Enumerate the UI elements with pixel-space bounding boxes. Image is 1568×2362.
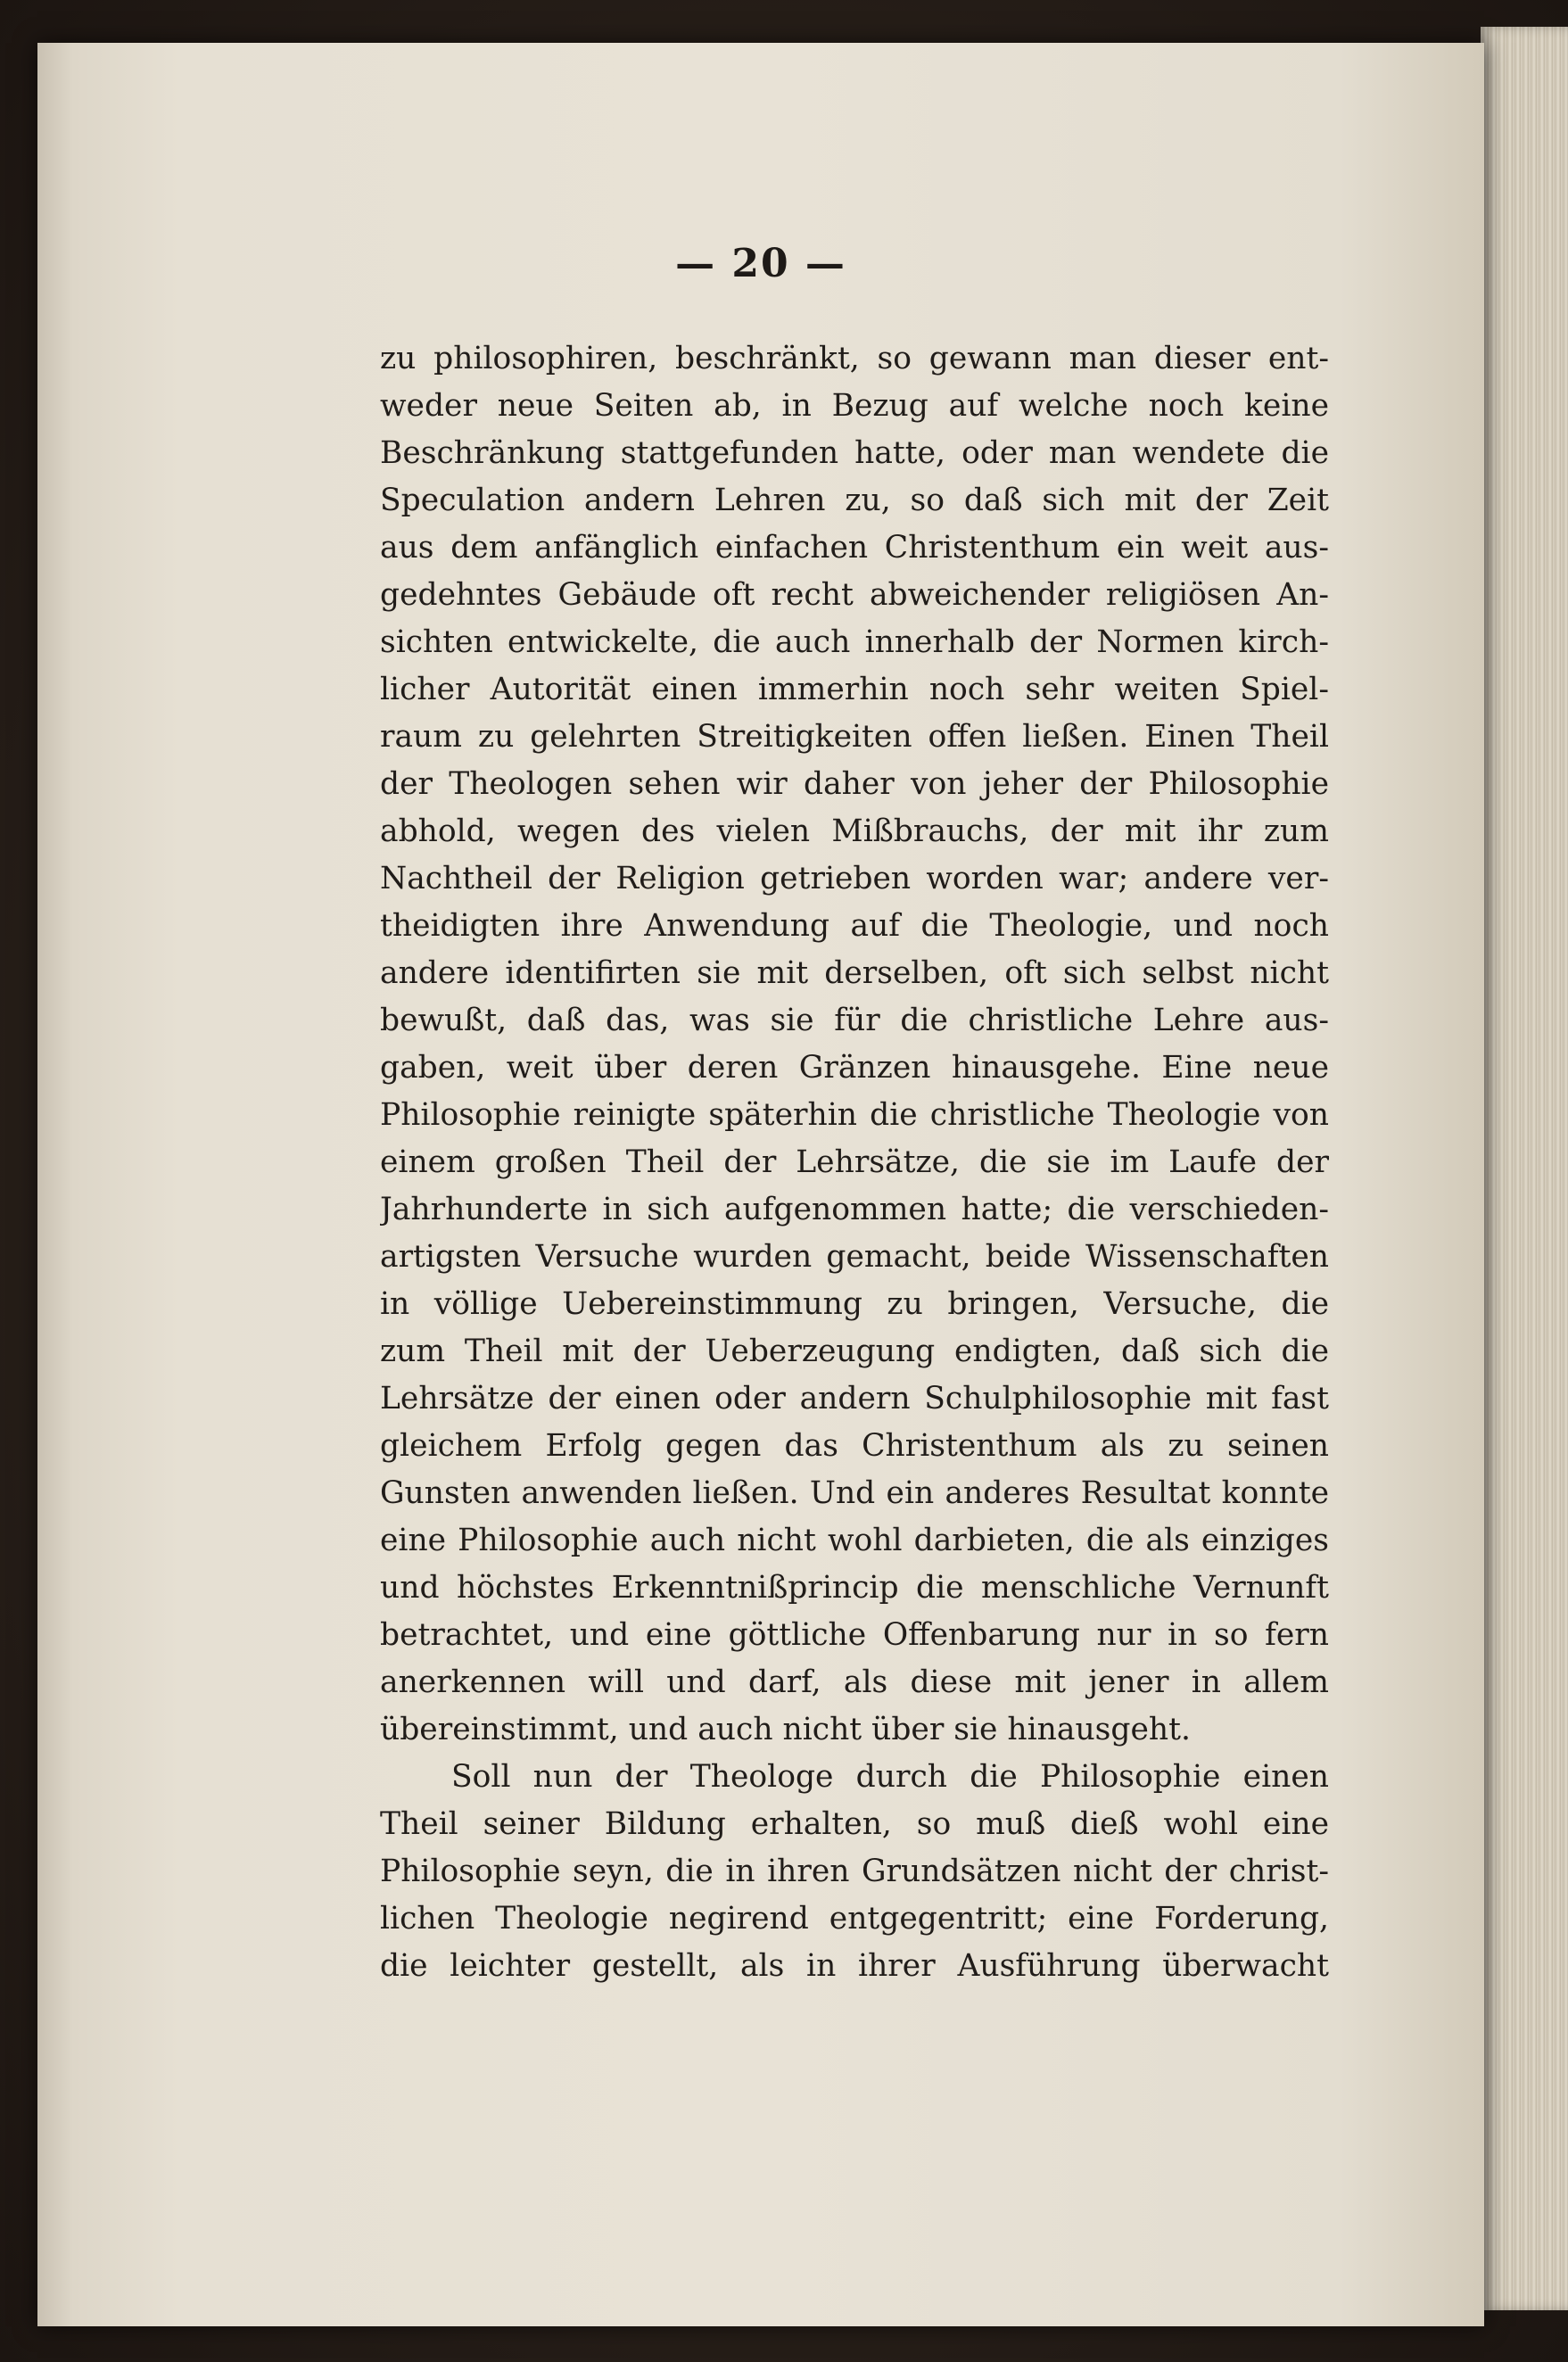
text-line: und höchstes Erkenntnißprincip die menschliche Vernunft (380, 1570, 1329, 1606)
text-line: raum zu gelehrten Streitigkeiten offen ließen. Einen Theil (380, 719, 1329, 755)
text-line: zu philosophiren, beschränkt, so gewann man dieser ent- (380, 341, 1329, 376)
text-line: Speculation andern Lehren zu, so daß sich mit der Zeit (380, 483, 1329, 518)
text-line: aus dem anfänglich einfachen Christenthum ein weit aus- (380, 530, 1329, 566)
text-line: betrachtet, und eine göttliche Offenbarung nur in so fern (380, 1617, 1329, 1653)
text-line: licher Autorität einen immerhin noch sehr weiten Spiel- (380, 672, 1329, 707)
text-line: gaben, weit über deren Gränzen hinausgehe. Eine neue (380, 1050, 1329, 1086)
text-line: der Theologen sehen wir daher von jeher der Philosophie (380, 766, 1329, 802)
text-line: Theil seiner Bildung erhalten, so muß dieß wohl eine (380, 1806, 1329, 1842)
text-line: einem großen Theil der Lehrsätze, die sie im Laufe der (380, 1144, 1329, 1180)
next-pages-edge (1481, 27, 1568, 2310)
text-line: sichten entwickelte, die auch innerhalb der Normen kirch- (380, 624, 1329, 660)
text-line: theidigten ihre Anwendung auf die Theologie, und noch (380, 908, 1329, 944)
text-line: weder neue Seiten ab, in Bezug auf welche noch keine (380, 388, 1329, 424)
text-line: andere identifirten sie mit derselben, oft sich selbst nicht (380, 955, 1329, 991)
text-line: zum Theil mit der Ueberzeugung endigten, daß sich die (380, 1334, 1329, 1369)
text-line: Jahrhunderte in sich aufgenommen hatte; die verschieden- (380, 1192, 1329, 1227)
text-line: eine Philosophie auch nicht wohl darbieten, die als einziges (380, 1523, 1329, 1558)
text-line: die leichter gestellt, als in ihrer Ausführung überwacht (380, 1948, 1329, 1984)
paragraph-2 (380, 1754, 1329, 1990)
page-number: — 20 — (675, 241, 846, 286)
text-line: Soll nun der Theologe durch die Philosophie einen (451, 1759, 1329, 1795)
text-line: lichen Theologie negirend entgegentritt; eine Forderung, (380, 1901, 1329, 1937)
book-page (37, 43, 1484, 2326)
body-text (380, 335, 1329, 1990)
text-line: anerkennen will und darf, als diese mit jener in allem (380, 1664, 1329, 1700)
text-line: bewußt, daß das, was sie für die christliche Lehre aus- (380, 1003, 1329, 1038)
text-line: gleichem Erfolg gegen das Christenthum als zu seinen (380, 1428, 1329, 1464)
text-line: in völlige Uebereinstimmung zu bringen, Versuche, die (380, 1286, 1329, 1322)
text-line: Beschränkung stattgefunden hatte, oder man wendete die (380, 435, 1329, 471)
text-line: Philosophie reinigte späterhin die christliche Theologie von (380, 1097, 1329, 1133)
text-line: artigsten Versuche wurden gemacht, beide Wissenschaften (380, 1239, 1329, 1275)
text-line: abhold, wegen des vielen Mißbrauchs, der mit ihr zum (380, 813, 1329, 849)
text-line: Lehrsätze der einen oder andern Schulphilosophie mit fast (380, 1381, 1329, 1416)
text-line: Nachtheil der Religion getrieben worden war; andere ver- (380, 861, 1329, 896)
text-line: Philosophie seyn, die in ihren Grundsätzen nicht der christ- (380, 1854, 1329, 1889)
text-line: gedehntes Gebäude oft recht abweichender religiösen An- (380, 577, 1329, 613)
text-line: Gunsten anwenden ließen. Und ein anderes Resultat konnte (380, 1475, 1329, 1511)
text-line: übereinstimmt, und auch nicht über sie hinausgeht. (380, 1712, 1191, 1747)
paragraph-1 (380, 335, 1329, 1754)
